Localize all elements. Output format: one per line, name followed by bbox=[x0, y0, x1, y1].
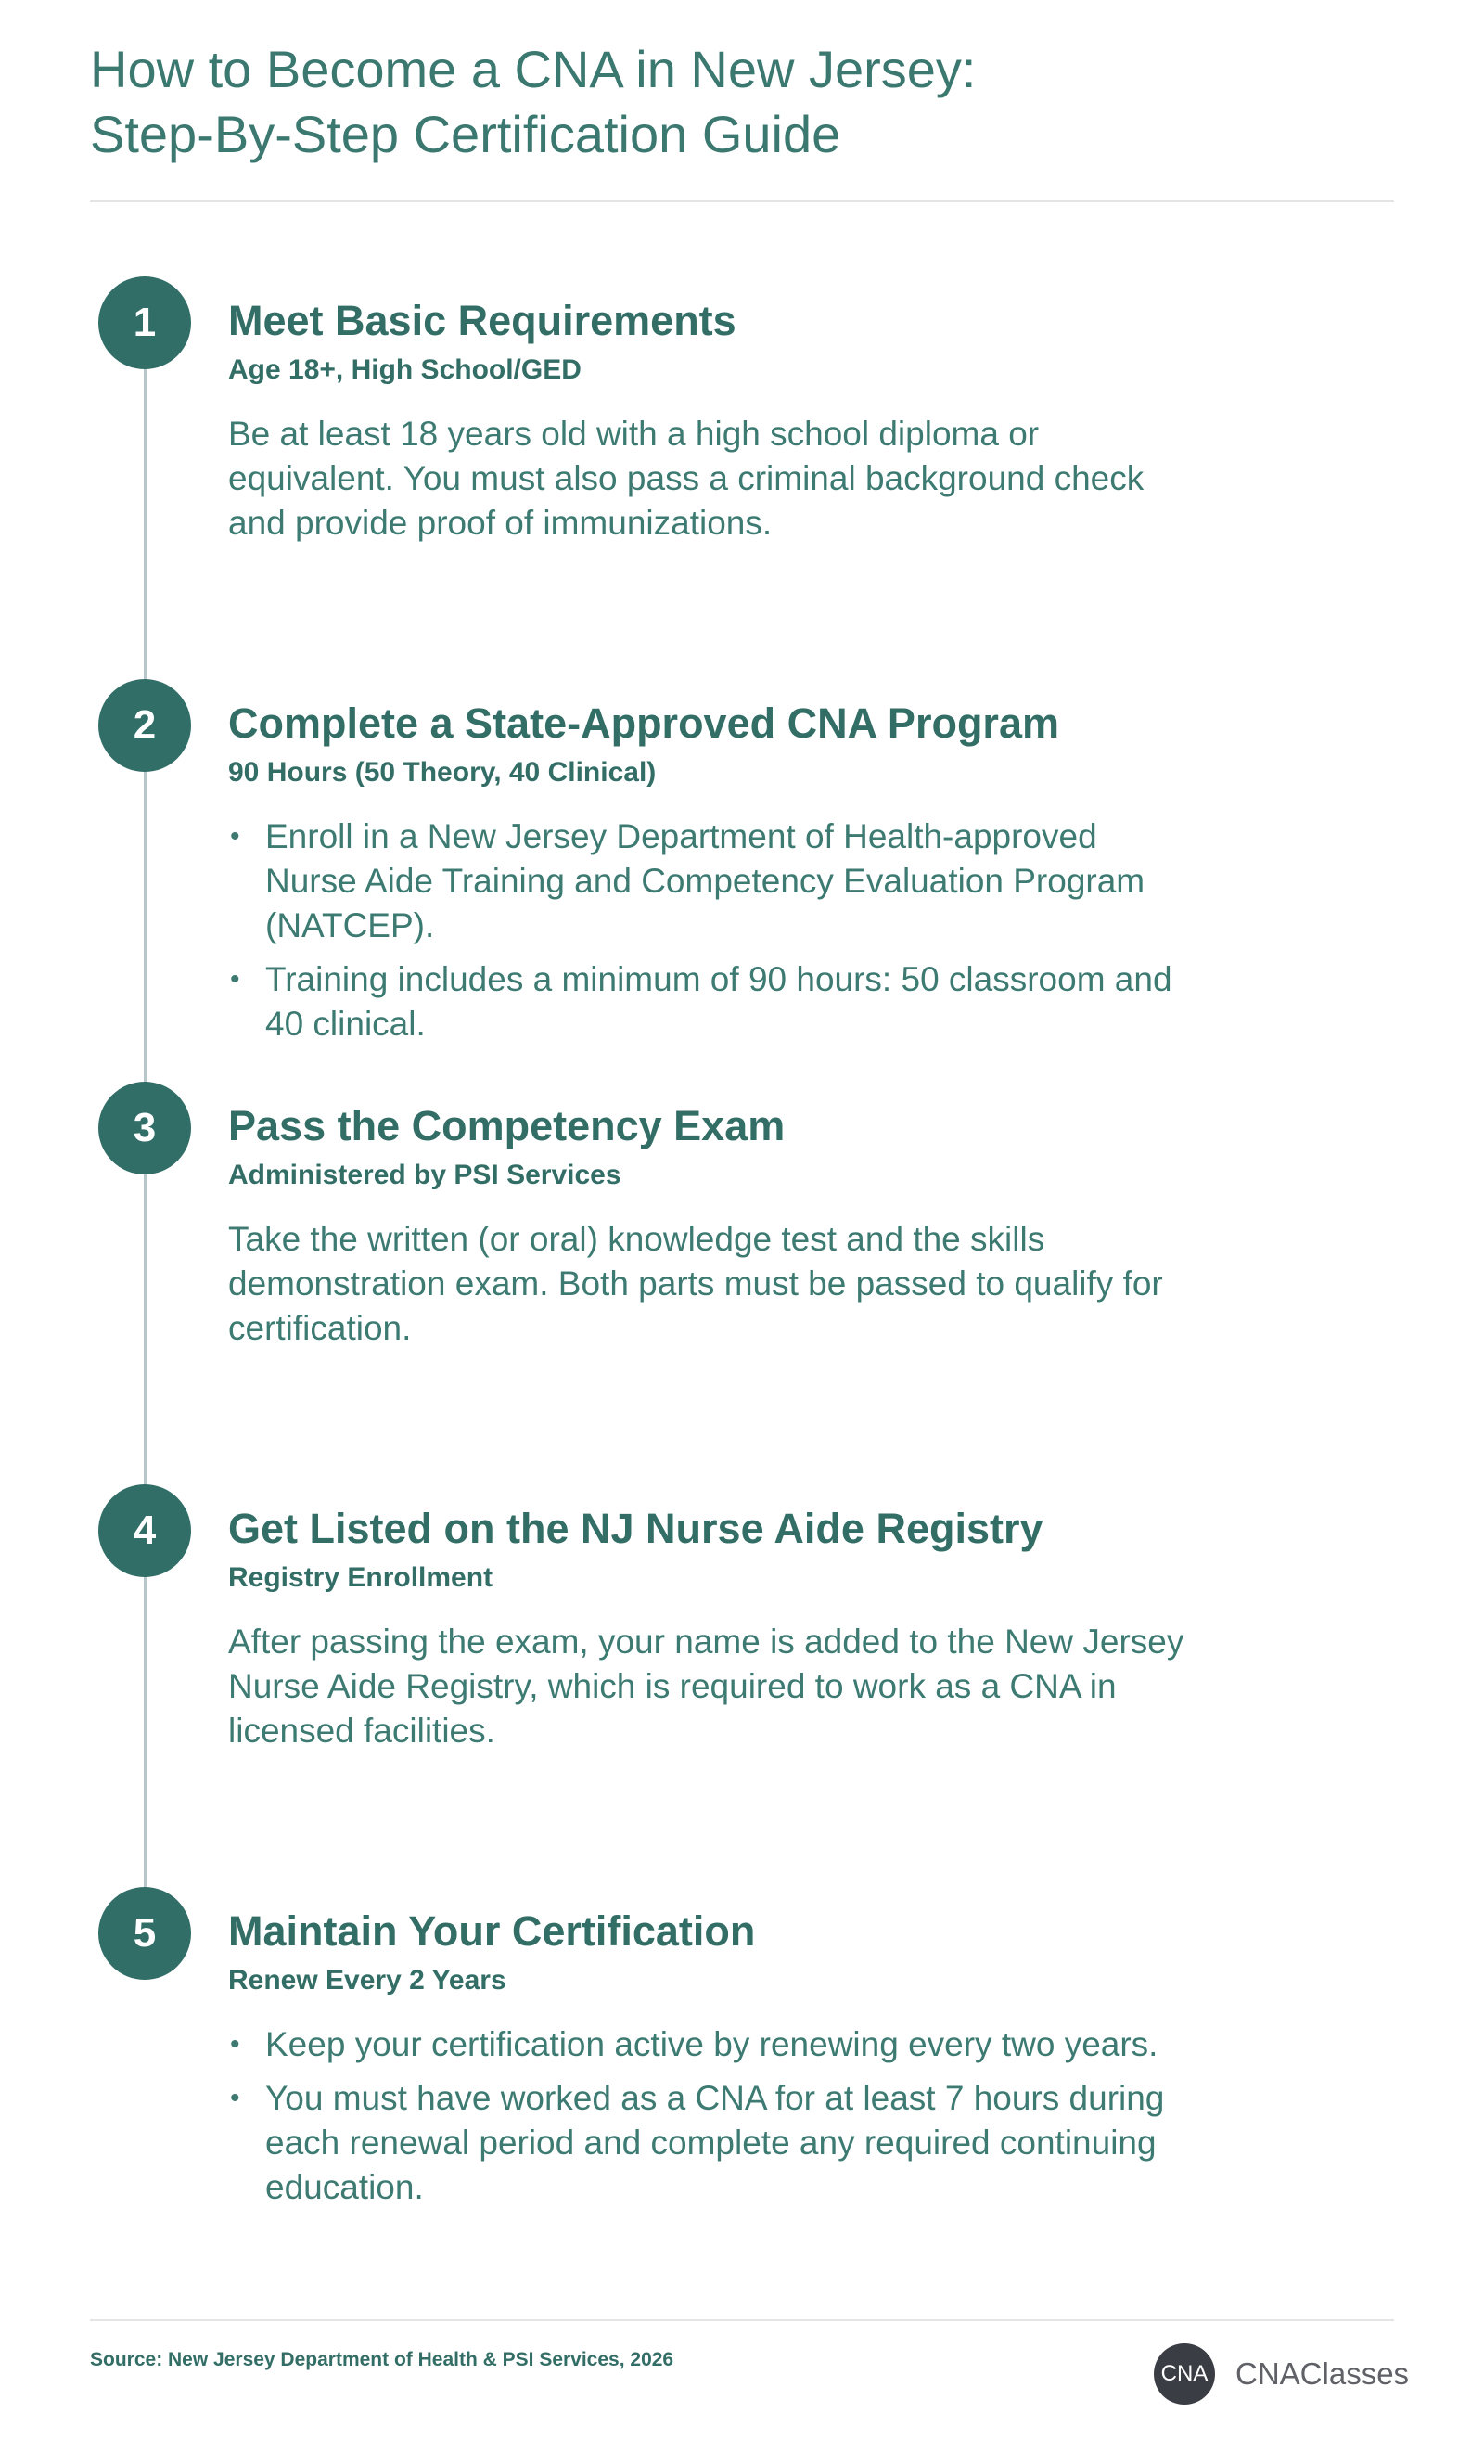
page-title bbox=[90, 37, 1388, 167]
step-subtitle: Age 18+, High School/GED bbox=[228, 354, 582, 385]
step-description: Take the written (or oral) knowledge test and the skills demonstration exam. Both parts must be passed to qualify for certification. bbox=[228, 1220, 1163, 1347]
brand-badge-icon: CNA bbox=[1154, 2343, 1215, 2405]
step-content bbox=[228, 1503, 1193, 1753]
source-citation: Source: New Jersey Department of Health & PSI Services, 2026 bbox=[90, 2349, 674, 2370]
step-bullet-list bbox=[228, 2022, 1193, 2210]
step-content bbox=[228, 1100, 1193, 1351]
step-number-badge: 2 bbox=[98, 679, 191, 772]
step-number-badge: 4 bbox=[98, 1484, 191, 1577]
step-number-badge: 5 bbox=[98, 1887, 191, 1980]
step-title: Get Listed on the NJ Nurse Aide Registry bbox=[228, 1505, 1043, 1552]
step-description: Be at least 18 years old with a high school diploma or equivalent. You must also pass a criminal background check and provide proof of immunizations. bbox=[228, 415, 1145, 542]
step-subtitle: Registry Enrollment bbox=[228, 1562, 493, 1593]
bullet-text: Keep your certification active by renewing every two years. bbox=[265, 2025, 1158, 2063]
bullet-text: You must have worked as a CNA for at least 7 hours during each renewal period and complete any required continuing education. bbox=[265, 2079, 1165, 2206]
step-subtitle: Renew Every 2 Years bbox=[228, 1965, 506, 1996]
step-title: Pass the Competency Exam bbox=[228, 1102, 786, 1149]
step-content bbox=[228, 295, 1193, 545]
bullet-item bbox=[228, 2022, 1193, 2067]
bullet-icon: • bbox=[230, 2083, 240, 2113]
bullet-item bbox=[228, 815, 1193, 948]
bullet-text: Training includes a minimum of 90 hours: 50 classroom and 40 clinical. bbox=[265, 960, 1172, 1043]
step-subtitle: 90 Hours (50 Theory, 40 Clinical) bbox=[228, 757, 657, 788]
bullet-icon: • bbox=[230, 821, 240, 852]
bullet-item bbox=[228, 2076, 1193, 2210]
brand-name: CNAClasses bbox=[1235, 2356, 1410, 2391]
page-title-line-1: How to Become a CNA in New Jersey: bbox=[90, 40, 977, 98]
step-number-badge: 3 bbox=[98, 1082, 191, 1174]
step-subtitle: Administered by PSI Services bbox=[228, 1160, 621, 1190]
step-bullet-list bbox=[228, 815, 1193, 1046]
step-title: Complete a State-Approved CNA Program bbox=[228, 699, 1059, 747]
header-divider bbox=[90, 200, 1394, 202]
step-description: After passing the exam, your name is added to the New Jersey Nurse Aide Registry, which is required to work as a CNA in licensed facilities. bbox=[228, 1623, 1184, 1750]
step-title: Maintain Your Certification bbox=[228, 1907, 756, 1955]
step-title: Meet Basic Requirements bbox=[228, 297, 736, 344]
page-title-line-2: Step-By-Step Certification Guide bbox=[90, 105, 841, 163]
bullet-icon: • bbox=[230, 964, 240, 995]
step-number-badge: 1 bbox=[98, 276, 191, 369]
footer-divider bbox=[90, 2319, 1394, 2321]
bullet-text: Enroll in a New Jersey Department of Health-approved Nurse Aide Training and Competency Evaluation Program (NATCEP). bbox=[265, 817, 1145, 944]
step-content bbox=[228, 698, 1193, 1056]
bullet-item bbox=[228, 957, 1193, 1046]
bullet-icon: • bbox=[230, 2029, 240, 2060]
step-content bbox=[228, 1906, 1193, 2219]
